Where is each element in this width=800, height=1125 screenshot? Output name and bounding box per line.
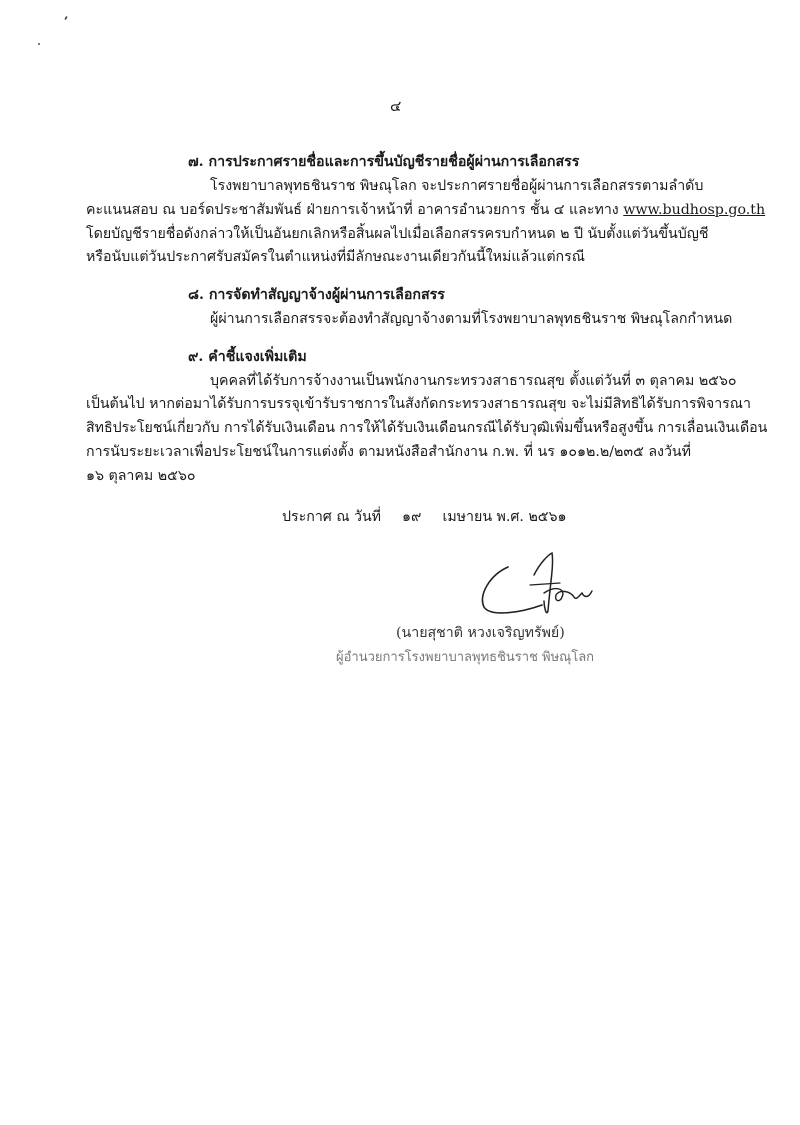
section-7-line-2-text: คะแนนสอบ ณ บอร์ดประชาสัมพันธ์ ฝ่ายการเจ้าหน้าที่ อาคารอำนวยการ ชั้น ๔ และทาง — [86, 202, 624, 218]
handwritten-signature — [470, 545, 610, 625]
hospital-website-link[interactable]: www.budhosp.go.th — [623, 202, 766, 218]
announcement-label: ประกาศ ณ วันที่ — [282, 509, 382, 525]
section-9-line-2: เป็นต้นไป หากต่อมาได้รับการบรรจุเข้ารับราชการในสังกัดกระทรวงสาธารณสุข จะไม่มีสิทธิได้รับการพิจารณา — [86, 396, 751, 412]
section-9-line-3: สิทธิประโยชน์เกี่ยวกับ การได้รับเงินเดือน การให้ได้รับเงินเดือนกรณีได้รับวุฒิเพิ่มขึ้นหรือสูงขึ้น การเลื่อนเงินเดือน — [86, 420, 768, 436]
section-7-line-4: หรือนับแต่วันประกาศรับสมัครในตำแหน่งที่มีลักษณะงานเดียวกันนี้ใหม่แล้วแต่กรณี — [86, 249, 585, 265]
section-7-title: ๗. การประกาศรายชื่อและการขึ้นบัญชีรายชื่อผู้ผ่านการเลือกสรร — [188, 154, 580, 170]
section-9-line-5: ๑๖ ตุลาคม ๒๕๖๐ — [86, 468, 196, 484]
section-9-line-4: การนับระยะเวลาเพื่อประโยชน์ในการแต่งตั้ง ตามหนังสือสำนักงาน ก.พ. ที่ นร ๑๐๑๒.๒/๒๓๕ ลงวันที่ — [86, 444, 691, 460]
announcement-month: เมษายน — [442, 509, 493, 525]
section-7-line-1: โรงพยาบาลพุทธชินราช พิษณุโลก จะประกาศรายชื่อผู้ผ่านการเลือกสรรตามลำดับ — [210, 178, 704, 194]
section-8-line-1: ผู้ผ่านการเลือกสรรจะต้องทำสัญญาจ้างตามที่โรงพยาบาลพุทธชินราช พิษณุโลกกำหนด — [210, 311, 733, 327]
announcement-date — [282, 506, 567, 528]
signatory-position: ผู้อำนวยการโรงพยาบาลพุทธชินราช พิษณุโลก — [336, 650, 595, 665]
announcement-day: ๑๙ — [402, 509, 422, 525]
section-9-title: ๙. คำชี้แจงเพิ่มเติม — [188, 349, 307, 365]
section-9-line-1: บุคคลที่ได้รับการจ้างงานเป็นพนักงานกระทรวงสาธารณสุข ตั้งแต่วันที่ ๓ ตุลาคม ๒๕๖๐ — [210, 373, 737, 389]
section-8-title: ๘. การจัดทำสัญญาจ้างผู้ผ่านการเลือกสรร — [188, 287, 445, 303]
page-number: ๔ — [390, 97, 402, 115]
scan-speck — [64, 16, 68, 20]
announcement-era: พ.ศ. — [496, 509, 524, 525]
section-7-line-2 — [86, 199, 765, 221]
section-7-line-3: โดยบัญชีรายชื่อดังกล่าวให้เป็นอันยกเลิกหรือสิ้นผลไปเมื่อเลือกสรรครบกำหนด ๒ ปี นับตั้งแต่วันขึ้นบัญชี — [86, 226, 709, 242]
announcement-year: ๒๕๖๑ — [528, 509, 567, 525]
scan-speck — [38, 43, 40, 45]
signatory-name: (นายสุชาติ หวงเจริญทรัพย์) — [396, 625, 565, 641]
